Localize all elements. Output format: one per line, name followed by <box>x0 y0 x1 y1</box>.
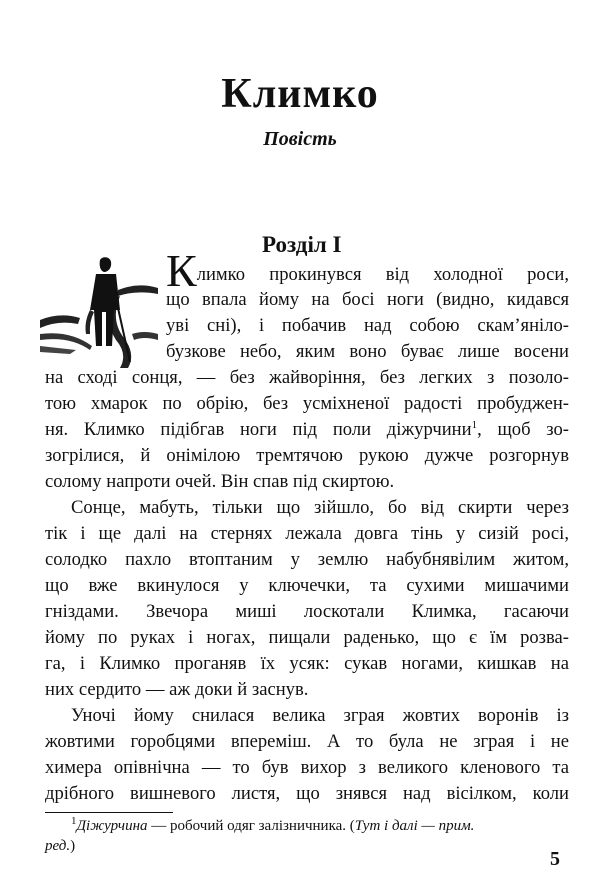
subtitle: Повість <box>263 128 337 150</box>
text-line: зогрілися, й онімілою тремтячою рукою дужче розгорнув <box>45 445 569 466</box>
text-line: тік і ще далі на стернях лежала довга тінь у сизій росі, <box>45 523 569 544</box>
text-line: га, і Климко проганяв їх усяк: сукав ногами, кишкав на <box>45 653 569 674</box>
text-line: що вже вкинулося у ключечки, та сухими мишачими <box>45 575 569 596</box>
text-line: уві сні), і побачив над собою скам’янiло- <box>166 315 569 336</box>
text-line: гніздами. Звечора миші лоскотали Климка, гасаючи <box>45 601 569 622</box>
drop-cap: К <box>166 245 197 296</box>
chapter-heading: Розділ І <box>262 232 342 257</box>
footnote: $^1$Діжурчина — робочий одяг залізничника. (Тут і далі — прим. <box>71 815 475 834</box>
text-line: що впала йому на босі ноги (видно, кидався <box>166 289 569 310</box>
text-line: дрібного вишневого листя, що знявся над вісілком, коли <box>45 783 569 804</box>
page-title: Климко <box>221 71 379 117</box>
text-line: Климко прокинувся від холодної роси, <box>166 245 569 296</box>
text-line: солому напроти очей. Він спав під скиртою. <box>45 471 395 492</box>
footnote-marker: 1 <box>471 418 478 431</box>
text-line: ня. Климко підібгав ноги під поли діжурчини$^1$, щоб зо- <box>45 418 569 440</box>
text-line: бузкове небо, яким воно буває лише восени <box>166 341 569 362</box>
text-line: на сході сонця, — без жайворіння, без легких з позоло- <box>45 367 569 388</box>
footnote-divider <box>45 812 173 813</box>
text-line: Сонце, мабуть, тільки що зійшло, бо від скирти через <box>71 497 569 518</box>
text-line: них сердито — аж доки й заснув. <box>45 679 309 700</box>
text-line: химера опівнічна — то був вихор з великого кленового та <box>45 757 569 778</box>
text-line: Уночі йому снилася велика зграя жовтих воронів із <box>71 705 569 726</box>
text-line: жовтими горобцями впереміш. А то була не зграя і не <box>45 731 569 752</box>
page-number: 5 <box>550 848 560 870</box>
boy-illustration <box>40 250 158 368</box>
text-line: йому по руках і ногах, пищали раденько, що є їм розва- <box>45 627 569 648</box>
text-line: солодко пахло втоптаним у землю набубнявілим житом, <box>45 549 569 570</box>
footnote-continued: ред.) <box>45 838 76 854</box>
text-line: тою хмарок по обрію, без усміхненої радості пробуджен- <box>45 393 569 414</box>
